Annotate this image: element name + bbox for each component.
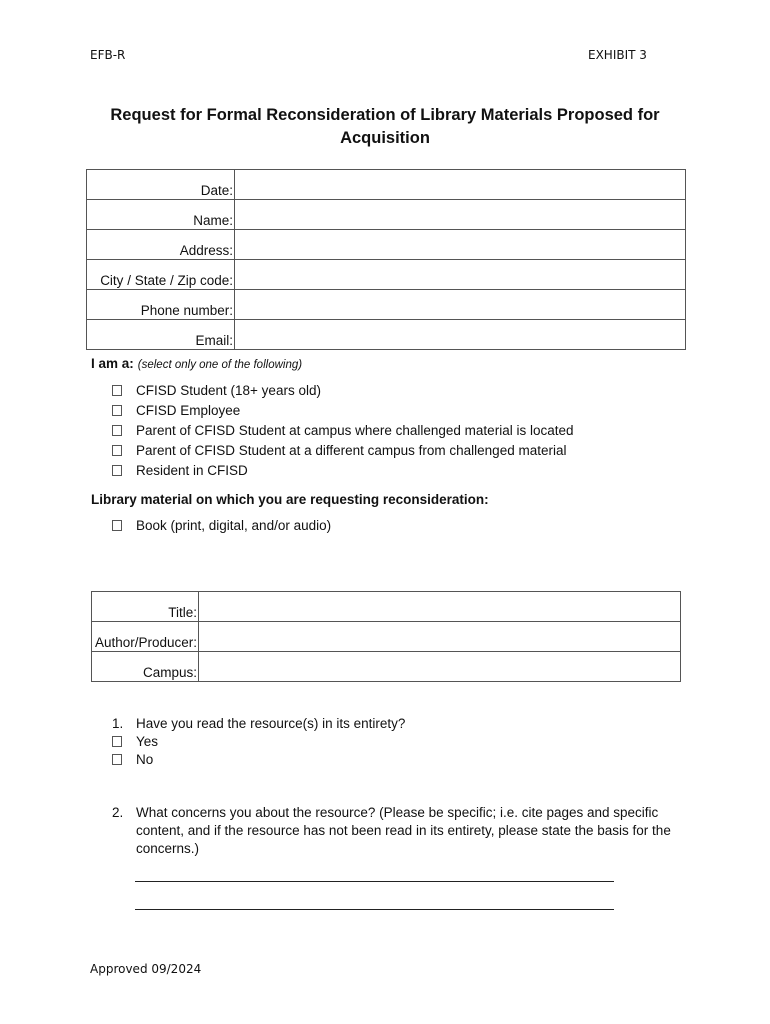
option-label: Parent of CFISD Student at a different campus from challenged material [136, 443, 567, 458]
option-label: CFISD Student (18+ years old) [136, 383, 321, 398]
author-producer-field[interactable] [199, 622, 681, 652]
question-text: Have you read the resource(s) in its entirety? [136, 716, 406, 731]
header-code: EFB-R [90, 48, 126, 62]
list-item [112, 441, 573, 461]
field-label: City / State / Zip code: [87, 260, 235, 290]
checkbox-no[interactable] [112, 754, 122, 765]
question-number: 2. [112, 805, 124, 820]
question-number: 1. [112, 716, 124, 731]
field-label: Email: [87, 320, 235, 350]
checkbox-student[interactable] [112, 385, 122, 396]
field-label: Author/Producer: [92, 622, 199, 652]
contact-row-name [87, 200, 686, 230]
iam-options-list [112, 381, 573, 481]
list-item [112, 751, 158, 769]
email-field[interactable] [235, 320, 686, 350]
address-field[interactable] [235, 230, 686, 260]
option-label: No [136, 752, 154, 767]
title-field[interactable] [199, 592, 681, 622]
answer-line-1[interactable] [135, 881, 614, 882]
city-state-zip-field[interactable] [235, 260, 686, 290]
checkbox-parent-same-campus[interactable] [112, 425, 122, 436]
phone-field[interactable] [235, 290, 686, 320]
field-label: Title: [92, 592, 199, 622]
option-label: Book (print, digital, and/or audio) [136, 518, 332, 533]
field-label: Name: [87, 200, 235, 230]
contact-row-email [87, 320, 686, 350]
campus-field[interactable] [199, 652, 681, 682]
checkbox-book[interactable] [112, 520, 122, 531]
contact-row-address [87, 230, 686, 260]
material-row-author [92, 622, 681, 652]
material-options-list [112, 516, 331, 536]
option-label: Resident in CFISD [136, 463, 248, 478]
option-label: Parent of CFISD Student at campus where challenged material is located [136, 423, 574, 438]
field-label: Date: [87, 170, 235, 200]
date-field[interactable] [235, 170, 686, 200]
checkbox-resident[interactable] [112, 465, 122, 476]
contact-info-table [86, 169, 686, 350]
list-item [112, 461, 573, 481]
field-label: Address: [87, 230, 235, 260]
field-label: Phone number: [87, 290, 235, 320]
question-1-options [112, 733, 158, 769]
checkbox-yes[interactable] [112, 736, 122, 747]
list-item [112, 401, 573, 421]
footer-approved: Approved 09/2024 [90, 962, 202, 976]
field-label: Campus: [92, 652, 199, 682]
list-item [112, 733, 158, 751]
material-info-table [91, 591, 681, 682]
checkbox-employee[interactable] [112, 405, 122, 416]
contact-row-date [87, 170, 686, 200]
question-text: What concerns you about the resource? (Please be specific; i.e. cite pages and specific content, and if the resource has not been read in its entirety, please state the basis for the concerns.) [136, 805, 671, 856]
material-row-title [92, 592, 681, 622]
material-row-campus [92, 652, 681, 682]
contact-row-phone [87, 290, 686, 320]
answer-line-2[interactable] [135, 909, 614, 910]
list-item [112, 421, 573, 441]
list-item [112, 516, 331, 536]
iam-heading [91, 356, 302, 371]
iam-hint: (select only one of the following) [137, 359, 303, 371]
contact-row-city [87, 260, 686, 290]
page-title: Request for Formal Reconsideration of Library Materials Proposed for Acquisition [110, 106, 660, 147]
library-material-heading: Library material on which you are requesting reconsideration: [91, 492, 489, 507]
checkbox-parent-different-campus[interactable] [112, 445, 122, 456]
iam-label: I am a: [91, 356, 134, 371]
name-field[interactable] [235, 200, 686, 230]
option-label: CFISD Employee [136, 403, 241, 418]
list-item [112, 381, 573, 401]
option-label: Yes [136, 734, 159, 749]
header-exhibit: EXHIBIT 3 [588, 48, 647, 62]
